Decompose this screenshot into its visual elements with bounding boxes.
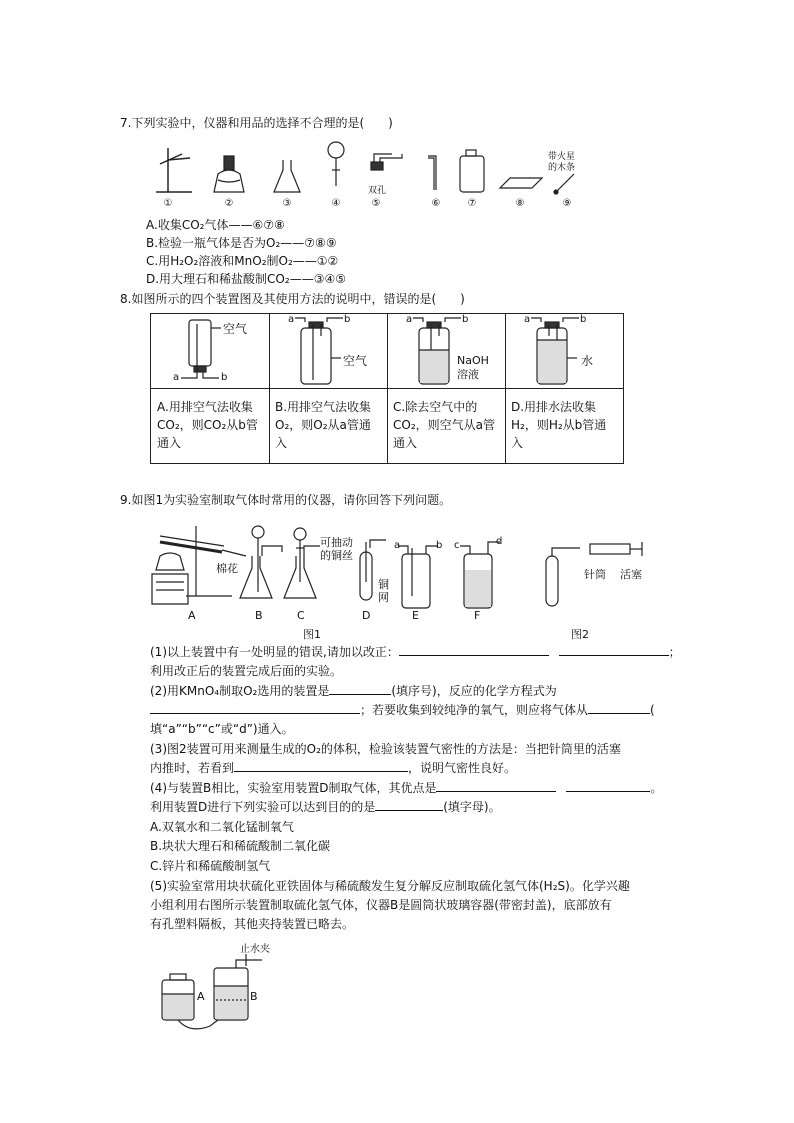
bottle-water-icon <box>505 314 623 388</box>
label-port-b: b <box>580 314 587 325</box>
q9-p4-option-c: C.锌片和稀硫酸制氢气 <box>150 859 271 873</box>
q9-part2-line2: ；若要收集到较纯净的氧气，则应将气体从 ( <box>150 701 655 720</box>
double-hole-label: 双孔 <box>368 186 387 196</box>
answer-blank[interactable] <box>588 701 650 714</box>
splint-label <box>548 152 575 174</box>
label-vessel-a: A <box>197 990 205 1003</box>
splint-label-line2: 的木条 <box>548 163 576 173</box>
q8-cell-d: D.用排水法收集H₂，则H₂从b管通入 <box>511 400 607 450</box>
label-mesh-line1: 铜 <box>378 578 389 591</box>
label-water: 水 <box>581 354 594 368</box>
q9-p4c: (填字母)。 <box>443 800 501 814</box>
answer-blank[interactable] <box>559 643 669 656</box>
bent-tube-icon <box>428 156 436 190</box>
q9-p2a: (2)用KMnO₄制取O₂选用的装置是 <box>150 684 330 698</box>
inverted-bottle-icon <box>151 314 269 388</box>
item-number: ⑦ <box>467 198 477 209</box>
q9-p4b: 利用装置D进行下列实验可以达到目的的是 <box>150 800 376 814</box>
q7-option-c: C.用H₂O₂溶液和MnO₂制O₂——①② <box>146 254 339 268</box>
q8-cell-c: C.除去空气中的CO₂，则空气从a管通入 <box>393 400 495 450</box>
label-letter-d: D <box>362 609 371 622</box>
q7-option-b: B.检验一瓶气体是否为O₂——⑦⑧⑨ <box>146 236 337 250</box>
item-number: ② <box>224 198 234 209</box>
q8-cell-b: B.用排空气法收集O₂，则O₂从a管通入 <box>275 400 372 450</box>
q7-option-d: D.用大理石和稀盐酸制CO₂——③④⑤ <box>146 272 346 286</box>
glass-plate-icon <box>500 178 542 188</box>
answer-blank[interactable] <box>399 643 549 656</box>
label-naoh-line2: 溶液 <box>457 368 479 381</box>
conical-flask-icon <box>274 160 300 192</box>
item-number: ⑥ <box>431 198 441 209</box>
label-port-b: b <box>344 314 351 325</box>
q9-p1a: (1)以上装置中有一处明显的错误,请加以改正： <box>150 645 399 659</box>
separatory-funnel-icon <box>328 142 344 186</box>
q9-p3b: 内推时，若看到 <box>150 761 235 775</box>
q9-p5c: 有孔塑料隔板，其他夹持装置已略去。 <box>150 917 355 931</box>
label-port-b: b <box>221 372 228 383</box>
answer-blank[interactable] <box>375 798 443 811</box>
alcohol-lamp-icon <box>214 156 244 192</box>
q7-option-a: A.收集CO₂气体——⑥⑦⑧ <box>146 218 285 232</box>
label-port-a: a <box>173 372 180 383</box>
q8-stem: 8.如图所示的四个装置图及其使用方法的说明中，错误的是( ) <box>120 292 465 306</box>
item-number: ⑧ <box>515 198 525 209</box>
answer-blank[interactable] <box>150 701 360 714</box>
label-naoh <box>457 354 489 382</box>
q9-part3-line2 <box>150 759 516 778</box>
q9-figure-apparatus <box>0 512 794 612</box>
answer-blank[interactable] <box>329 682 391 695</box>
glowing-splint-icon <box>554 174 574 194</box>
item-number: ③ <box>282 198 292 209</box>
label-letter-e: E <box>412 609 419 622</box>
q9-part1-line1: (1)以上装置中有一处明显的错误,请加以改正： ； <box>150 645 681 659</box>
label-naoh-line1: NaOH <box>457 354 489 367</box>
answer-blank[interactable] <box>566 779 650 792</box>
item-number: ⑨ <box>562 198 572 209</box>
item-number: ④ <box>331 198 341 209</box>
q9-p1b: 利用改正后的装置完成后面的实验。 <box>150 664 343 678</box>
q7-stem: 7.下列实验中，仪器和用品的选择不合理的是( ) <box>120 116 393 130</box>
item-number: ① <box>163 198 173 209</box>
q9-part2-line1 <box>150 682 557 701</box>
label-port-a: a <box>394 540 401 551</box>
q9-part4-line1: (4)与装置B相比，实验室用装置D制取气体，其优点是 。 <box>150 781 663 795</box>
iron-stand-icon <box>156 148 192 192</box>
label-air-b: 空气 <box>343 354 368 368</box>
table-divider <box>151 388 623 389</box>
label-cotton: 棉花 <box>216 562 238 575</box>
label-mesh <box>378 578 389 604</box>
label-port-d: d <box>496 536 503 547</box>
answer-blank[interactable] <box>436 779 556 792</box>
q9-p3a: (3)图2装置可用来测量生成的O₂的体积，检验该装置气密性的方法是：当把针筒里的活塞 <box>150 742 621 756</box>
label-piston: 活塞 <box>620 568 642 581</box>
label-port-b: b <box>436 540 443 551</box>
label-letter-a: A <box>188 609 196 622</box>
q9-part4-line2 <box>150 798 501 817</box>
q9-p3c: ，说明气密性良好。 <box>408 761 517 775</box>
label-letter-c: C <box>297 609 305 622</box>
label-wire-line2: 的铜丝 <box>320 549 353 562</box>
label-wire <box>320 536 353 562</box>
label-letter-f: F <box>474 609 481 622</box>
label-vessel-b: B <box>250 990 258 1003</box>
q9-stem: 9.如图1为实验室制取气体时常用的仪器，请你回答下列问题。 <box>120 493 452 507</box>
gas-jar-icon <box>460 150 484 192</box>
label-syringe: 针筒 <box>584 568 606 581</box>
splint-label-line1: 带火星 <box>548 152 576 162</box>
q9-p4a: (4)与装置B相比，实验室用装置D制取气体，其优点是 <box>150 781 437 795</box>
q7-apparatus-row <box>0 140 794 200</box>
q8-cell-a: A.用排空气法收集CO₂，则CO₂从b管通入 <box>157 400 258 450</box>
q8-table <box>150 313 624 464</box>
bottle-icon <box>269 314 387 388</box>
label-port-b: b <box>462 314 469 325</box>
figure-1-caption: 图1 <box>303 628 321 641</box>
q9-p2c: ；若要收集到较纯净的氧气，则应将气体从 <box>360 703 589 717</box>
label-clamp: 止水夹 <box>240 944 270 955</box>
label-port-a: a <box>406 314 413 325</box>
item-number: ⑤ <box>371 198 381 209</box>
label-port-a: a <box>524 314 531 325</box>
label-letter-b: B <box>255 609 263 622</box>
q9-p5b: 小组利用右图所示装置制取硫化氢气体，仪器B是圆筒状玻璃容器(带密封盖)，底部放有 <box>150 898 612 912</box>
q9-p5a: (5)实验室常用块状硫化亚铁固体与稀硫酸发生复分解反应制取硫化氢气体(H₂S)。化学兴趣 <box>150 879 630 893</box>
label-port-c: c <box>454 540 460 551</box>
label-air-a: 空气 <box>223 322 248 336</box>
double-hole-stopper-icon <box>371 154 402 170</box>
q9-p4-option-b: B.块状大理石和稀硫酸制二氧化碳 <box>150 839 331 853</box>
label-mesh-line2: 网 <box>378 591 389 604</box>
q9-p2d: 填“a”“b”“c”或“d”)通入。 <box>150 722 294 736</box>
label-wire-line1: 可抽动 <box>320 536 353 549</box>
answer-blank[interactable] <box>234 759 408 772</box>
q9-p4-option-a: A.双氧水和二氧化锰制氧气 <box>150 820 294 834</box>
q9-p2b: (填序号)，反应的化学方程式为 <box>391 684 557 698</box>
label-port-a: a <box>288 314 295 325</box>
figure-2-caption: 图2 <box>571 628 589 641</box>
